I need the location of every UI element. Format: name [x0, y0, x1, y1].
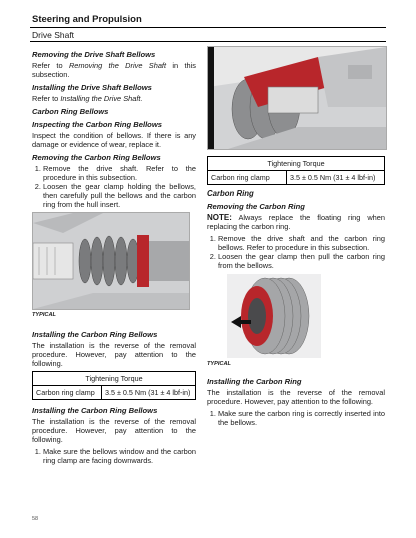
cross-reference: Removing the Drive Shaft	[68, 61, 167, 70]
section-title: Steering and Propulsion	[32, 14, 142, 25]
step-list	[207, 234, 385, 270]
cross-reference: Installing the Drive Shaft.	[60, 94, 143, 103]
heading-removing-carbon-ring: Removing the Carbon Ring	[207, 202, 305, 211]
left-column	[32, 46, 196, 468]
paragraph: The installation is the reverse of the removal procedure. However, pay attention to the following.	[32, 417, 196, 444]
torque-table	[207, 156, 385, 185]
heading-installing-carbon-ring: Installing the Carbon Ring	[207, 377, 302, 386]
right-column	[207, 46, 385, 430]
paragraph: The installation is the reverse of the removal procedure. However, pay attention to the following.	[207, 388, 385, 406]
bellows-window-photo	[207, 46, 387, 150]
torque-table-header: Tightening Torque	[208, 157, 385, 171]
paragraph: Inspect the condition of bellows. If there is any damage or evidence of wear, replace it.	[32, 131, 196, 149]
bellows-illustration	[33, 213, 189, 309]
carbon-ring-illustration	[227, 274, 321, 358]
step-list	[32, 447, 196, 465]
bellows-photo	[32, 212, 190, 310]
heading-carbon-ring-bellows: Carbon Ring Bellows	[32, 107, 109, 116]
heading-removing-carbon-ring-bellows: Removing the Carbon Ring Bellows	[32, 153, 161, 162]
torque-table-header: Tightening Torque	[33, 372, 196, 386]
torque-item: Carbon ring clamp	[208, 171, 287, 185]
paragraph: The installation is the reverse of the removal procedure. However, pay attention to the following.	[32, 341, 196, 368]
list-item: 1. Make sure the bellows window and the carbon ring clamp are facing downwards.	[43, 447, 196, 465]
figure-caption: TYPICAL	[207, 361, 231, 367]
list-item: 2. Loosen the gear clamp then pull the carbon ring from the bellows.	[218, 252, 385, 270]
note-label: NOTE:	[207, 213, 232, 222]
header-rule	[30, 27, 386, 28]
list-item: 2. Loosen the gear clamp holding the bellows, then carefully pull the bellows and the carbon ring from the hull insert.	[43, 182, 196, 209]
carbon-ring-photo	[227, 274, 321, 358]
note: NOTE: Always replace the floating ring when replacing the carbon ring.	[207, 213, 385, 231]
torque-value: 3.5 ± 0.5 Nm (31 ± 4 lbf-in)	[102, 386, 196, 400]
list-item: 1. Make sure the carbon ring is correctly inserted into the bellows.	[218, 409, 385, 427]
heading-installing-carbon-ring-bellows: Installing the Carbon Ring Bellows	[32, 406, 158, 415]
step-list	[207, 409, 385, 427]
torque-value: 3.5 ± 0.5 Nm (31 ± 4 lbf-in)	[287, 171, 385, 185]
list-item: 1. Remove the drive shaft and the carbon ring bellows. Refer to procedure in this subsection.	[218, 234, 385, 252]
heading-removing-drive-shaft-bellows: Removing the Drive Shaft Bellows	[32, 50, 156, 59]
heading-installing-carbon-ring-bellows: Installing the Carbon Ring Bellows	[32, 330, 158, 339]
torque-table	[32, 371, 196, 400]
heading-inspecting-carbon-ring-bellows: Inspecting the Carbon Ring Bellows	[32, 120, 162, 129]
heading-carbon-ring: Carbon Ring	[207, 189, 254, 198]
header-rule	[30, 41, 386, 42]
torque-item: Carbon ring clamp	[33, 386, 102, 400]
paragraph: Refer to Removing the Drive Shaft in this subsection.	[32, 61, 196, 79]
list-item: 1. Remove the drive shaft. Refer to the procedure in this subsection.	[43, 164, 196, 182]
heading-installing-drive-shaft-bellows: Installing the Drive Shaft Bellows	[32, 83, 152, 92]
step-list	[32, 164, 196, 209]
page-number: 58	[32, 516, 39, 522]
bellows-window-illustration	[208, 47, 386, 149]
figure-caption: TYPICAL	[32, 312, 56, 318]
section-subtitle: Drive Shaft	[32, 30, 75, 40]
paragraph: Refer to Installing the Drive Shaft.	[32, 94, 143, 103]
